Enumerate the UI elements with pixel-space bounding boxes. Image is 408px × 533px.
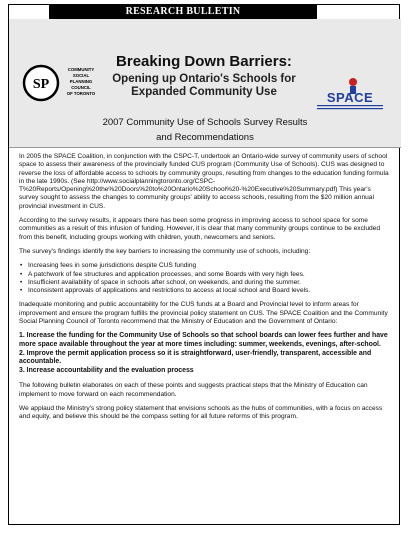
- cspc-line-5: OF TORONTO: [66, 91, 96, 96]
- bulletin-page: [8, 4, 400, 525]
- barriers-intro: The survey's findings identify the key barriers to increasing the community use of schools, including:: [19, 247, 311, 255]
- list-item: • Inconsistent approvals of applications and restrictions to access at local school and Board levels.: [19, 287, 389, 295]
- cspc-line-1: COMMUNITY: [67, 67, 95, 72]
- followup-paragraph: The following bulletin elaborates on each of these points and suggests practical steps that the Ministry of Education can implement to move forward on each recommendation.: [19, 382, 368, 398]
- cspc-line-3: PLANNING: [69, 79, 93, 84]
- header-panel: [9, 19, 401, 148]
- recommendation-3: 3. Increase accountability and the evaluation process: [19, 366, 194, 374]
- space-logo-text: SPACE: [326, 90, 374, 105]
- list-item: • A patchwork of fee structures and application processes, and some Boards with very high fees.: [19, 271, 389, 279]
- space-logo: [315, 77, 385, 111]
- cspc-line-4: COUNCIL: [71, 85, 91, 90]
- space-logo-mark: [315, 77, 385, 111]
- recommendation-1: 1. Increase the funding for the Community Use of Schools so that school boards can lower fees further and have more space available throughout the year at more times including: summer, weekends, evenings, after-school.: [19, 332, 388, 348]
- bulletin-body: [19, 153, 389, 428]
- intro-paragraph: In 2005 the SPACE Coalition, in conjunction with the CSPC-T, undertook an Ontario-wide survey of community users of school space to assess their awareness of the provincially funded CUS program (Community Use of Schools). CUS was designed to reverse the loss of affordable access to schools by community groups, resulting from changes to the education funding formula in the late 1990s. (See http://www.socialplanningtoronto.org/CSPC-T%20Reports/Opening%20the%20Doors%20to%20Ontario%20School%20-%20Executive%20Summary.pdf) This year's survey sought to assess the changes to community groups' ability to access schools, resulting from the $20 million annual provincial investment in CUS.: [19, 153, 389, 210]
- closing-paragraph: We applaud the Ministry's strong policy statement that envisions schools as the hubs of communities, with a focus on access and equity, and believe this should be the compass setting for all future reforms of this program.: [19, 404, 383, 421]
- title-line-2: Opening up Ontario's Schools for: [112, 73, 296, 85]
- title-line-3: Expanded Community Use: [131, 86, 277, 98]
- subtitle: [9, 115, 401, 145]
- cspc-line-2: SOCIAL: [72, 73, 90, 78]
- subtitle-line-2: and Recommendations: [156, 132, 254, 143]
- title-block: [104, 53, 304, 99]
- cspc-logo-mark: [21, 63, 101, 103]
- cspc-logo-initials: SP: [32, 77, 50, 92]
- list-item: • Increasing fees in some jurisdictions despite CUS funding: [19, 262, 389, 270]
- recommendations: [19, 332, 389, 375]
- subtitle-line-1: 2007 Community Use of Schools Survey Results: [102, 117, 308, 128]
- barriers-list: [19, 262, 389, 295]
- list-item: • Insufficient availability of space in schools after school, on weekends, and during the summer.: [19, 279, 389, 287]
- progress-paragraph: According to the survey results, it appears there has been some progress in improving access to school space for some communities as a result of this infusion of funding. However, it is clear that many community groups continue to be excluded from this benefit, including groups working with children, youth, newcomers and seniors.: [19, 217, 381, 241]
- banner: RESEARCH BULLETIN: [49, 5, 317, 19]
- accountability-paragraph: Inadequate monitoring and public accountability for the CUS funds at a Board and Provincial level to inform areas for improvement and ensure the program fulfills the provincial policy statement on CUS. The SPACE Coalition and the Community Social Planning Council of Toronto recommend that the Ministry of Education and the Government of Ontario:: [19, 301, 388, 326]
- cspc-logo: [21, 63, 101, 103]
- main-title: Breaking Down Barriers:: [116, 53, 292, 70]
- recommendation-2: 2. Improve the permit application process so it is straightforward, user-friendly, transparent, accessible and accountable.: [19, 349, 372, 366]
